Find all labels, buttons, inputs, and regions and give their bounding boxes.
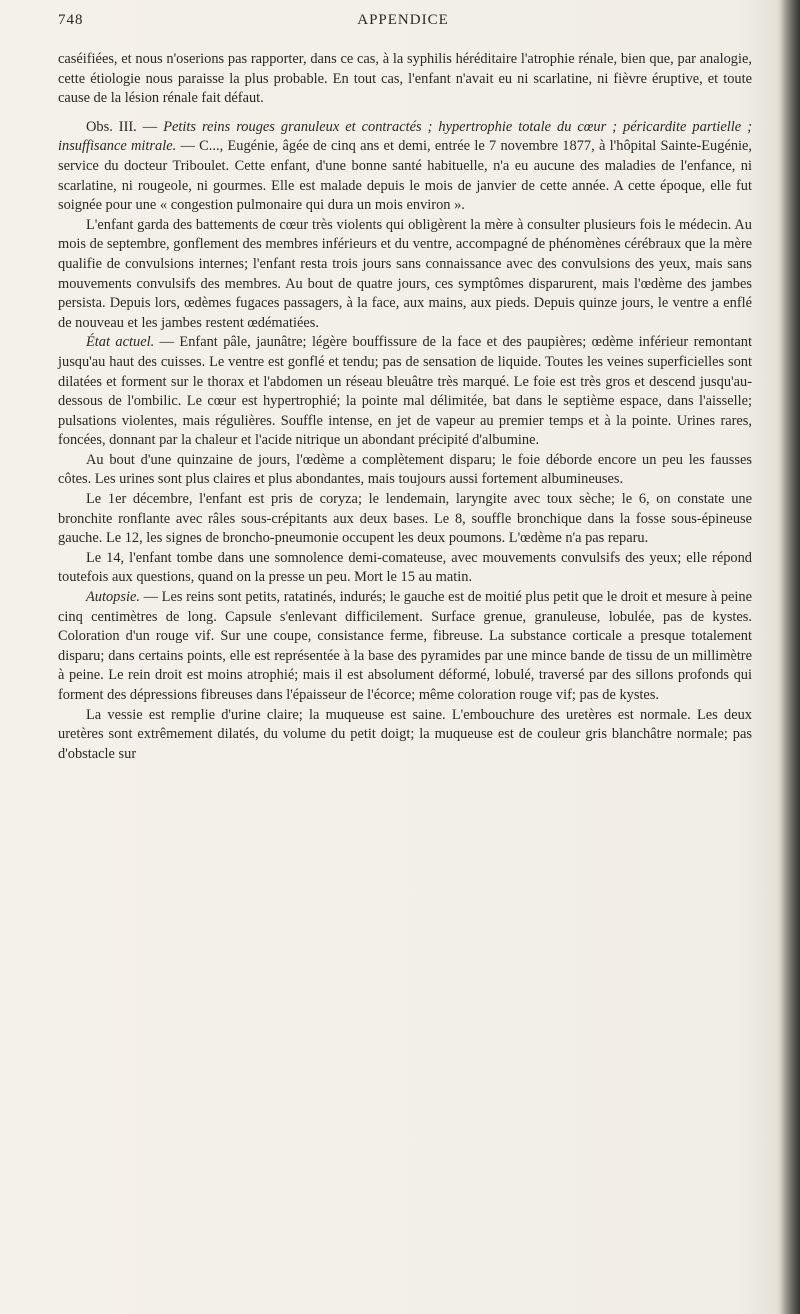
text-segment: L'enfant garda des battements de cœur très violents qui obligèrent la mère à consulter plusieurs fois le médecin. Au mois de septembre, gonflement des membres inférieurs et du ventre, accompagné de phénomènes cérébraux que la mère qualifie de convulsions internes; l'enfant resta trois jours sans connaissance avec des convulsions des yeux, mais sans mouvements convulsifs des membres. Au bout de quatre jours, ces symptômes disparurent, mais l'œdème des jambes persista. Depuis lors, œdèmes fugaces passagers, à la face, aux mains, aux pieds. Depuis quinze jours, le ventre a enflé de nouveau et les jambes restent œdématiées. [58, 216, 752, 331]
paragraph [58, 451, 752, 490]
paragraph [58, 118, 752, 216]
page-number: 748 [58, 12, 84, 28]
text-segment: La vessie est remplie d'urine claire; la muqueuse est saine. L'embouchure des uretères est normale. Les deux uretères sont extrêmement dilatés, du volume du petit doigt; la muqueuse est de couleur gris blanchâtre normale; pas d'obstacle sur [58, 706, 752, 762]
text-segment: caséifiées, et nous n'oserions pas rapporter, dans ce cas, à la syphilis héréditaire l'atrophie rénale, bien que, par analogie, cette étiologie nous paraisse la plus probable. En tout cas, l'enfant n'avait eu ni scarlatine, ni fièvre éruptive, et toute cause de la lésion rénale fait défaut. [58, 51, 752, 107]
text-segment: Le 1er décembre, l'enfant est pris de coryza; le lendemain, laryngite avec toux sèche; le 6, on constate une bronchite ronflante avec râles sous-crépitants aux deux bases. Le 8, souffle bronchique dans la fosse sous-épineuse gauche. Le 12, les signes de broncho-pneumonie occupent les deux poumons. L'œdème n'a pas reparu. [58, 491, 752, 547]
text-segment: Obs. III. — [86, 118, 164, 135]
paragraph [58, 588, 752, 706]
running-head: APPENDICE [357, 12, 449, 28]
section-heading: État actuel. [86, 334, 155, 351]
body-text [58, 50, 752, 764]
observation-title: Petits reins rouges granuleux et contractés ; hypertrophie totale du cœur ; péricardite partielle ; insuffisance mitrale. [58, 118, 752, 155]
text-segment: Le 14, l'enfant tombe dans une somnolence demi-comateuse, avec mouvements convulsifs des yeux; elle répond toutefois aux questions, quand on la presse un peu. Mort le 15 au matin. [58, 549, 752, 586]
text-segment: — Enfant pâle, jaunâtre; légère bouffissure de la face et des paupières; œdème inférieur remontant jusqu'au haut des cuisses. Le ventre est gonflé et tendu; pas de sensation de liquide. Toutes les veines superficielles sont dilatées et forment sur le thorax et l'abdomen un réseau bleuâtre très marqué. Le foie est très gros et descend jusqu'au-dessous de l'ombilic. Le cœur est hypertrophié; la pointe mal délimitée, bat dans le septième espace, dans l'aisselle; pulsations violentes, mais régulières. Souffle intense, en jet de vapeur au premier temps et à la pointe. Urines rares, foncées, donnant par la chaleur et l'acide nitrique un abondant précipité d'albumine. [58, 334, 752, 449]
paragraph [58, 490, 752, 549]
paragraph [58, 549, 752, 588]
text-segment: — Les reins sont petits, ratatinés, indurés; le gauche est de moitié plus petit que le droit et mesure à peine cinq centimètres de long. Capsule s'enlevant difficilement. Surface grenue, granuleuse, lobulée, pas de kystes. Coloration d'un rouge vif. Sur une coupe, consistance ferme, fibreuse. La substance corticale a presque totalement disparu; dans certains points, elle est représentée à la base des pyramides par une mince bande de tissu de un millimètre à peine. Le rein droit est moins atrophié; mais il est absolument déformé, lobulé, traversé par des sillons profonds qui forment des dépressions fibreuses dans l'épaisseur de l'écorce; même coloration rouge vif; pas de kystes. [58, 589, 752, 703]
paragraph [58, 333, 752, 451]
text-segment: Au bout d'une quinzaine de jours, l'œdème a complètement disparu; le foie déborde encore un peu les fausses côtes. Les urines sont plus claires et plus abondantes, mais toujours aussi fortement albumineuses. [58, 451, 752, 488]
page-edge-shadow [780, 0, 800, 1314]
paragraph [58, 216, 752, 334]
section-heading: Autopsie. [86, 589, 140, 606]
paragraph [58, 706, 752, 765]
text-segment: — C..., Eugénie, âgée de cinq ans et demi, entrée le 7 novembre 1877, à l'hôpital Sainte-Eugénie, service du docteur Triboulet. Cette enfant, d'une bonne santé habituelle, n'a eu aucune des maladies de l'enfance, ni scarlatine, ni rougeole, ni gourmes. Elle est malade depuis le mois de janvier de cette année. A cette époque, elle fut soignée pour une « congestion pulmonaire qui dura un mois environ ». [58, 138, 753, 214]
paragraph [58, 50, 752, 109]
